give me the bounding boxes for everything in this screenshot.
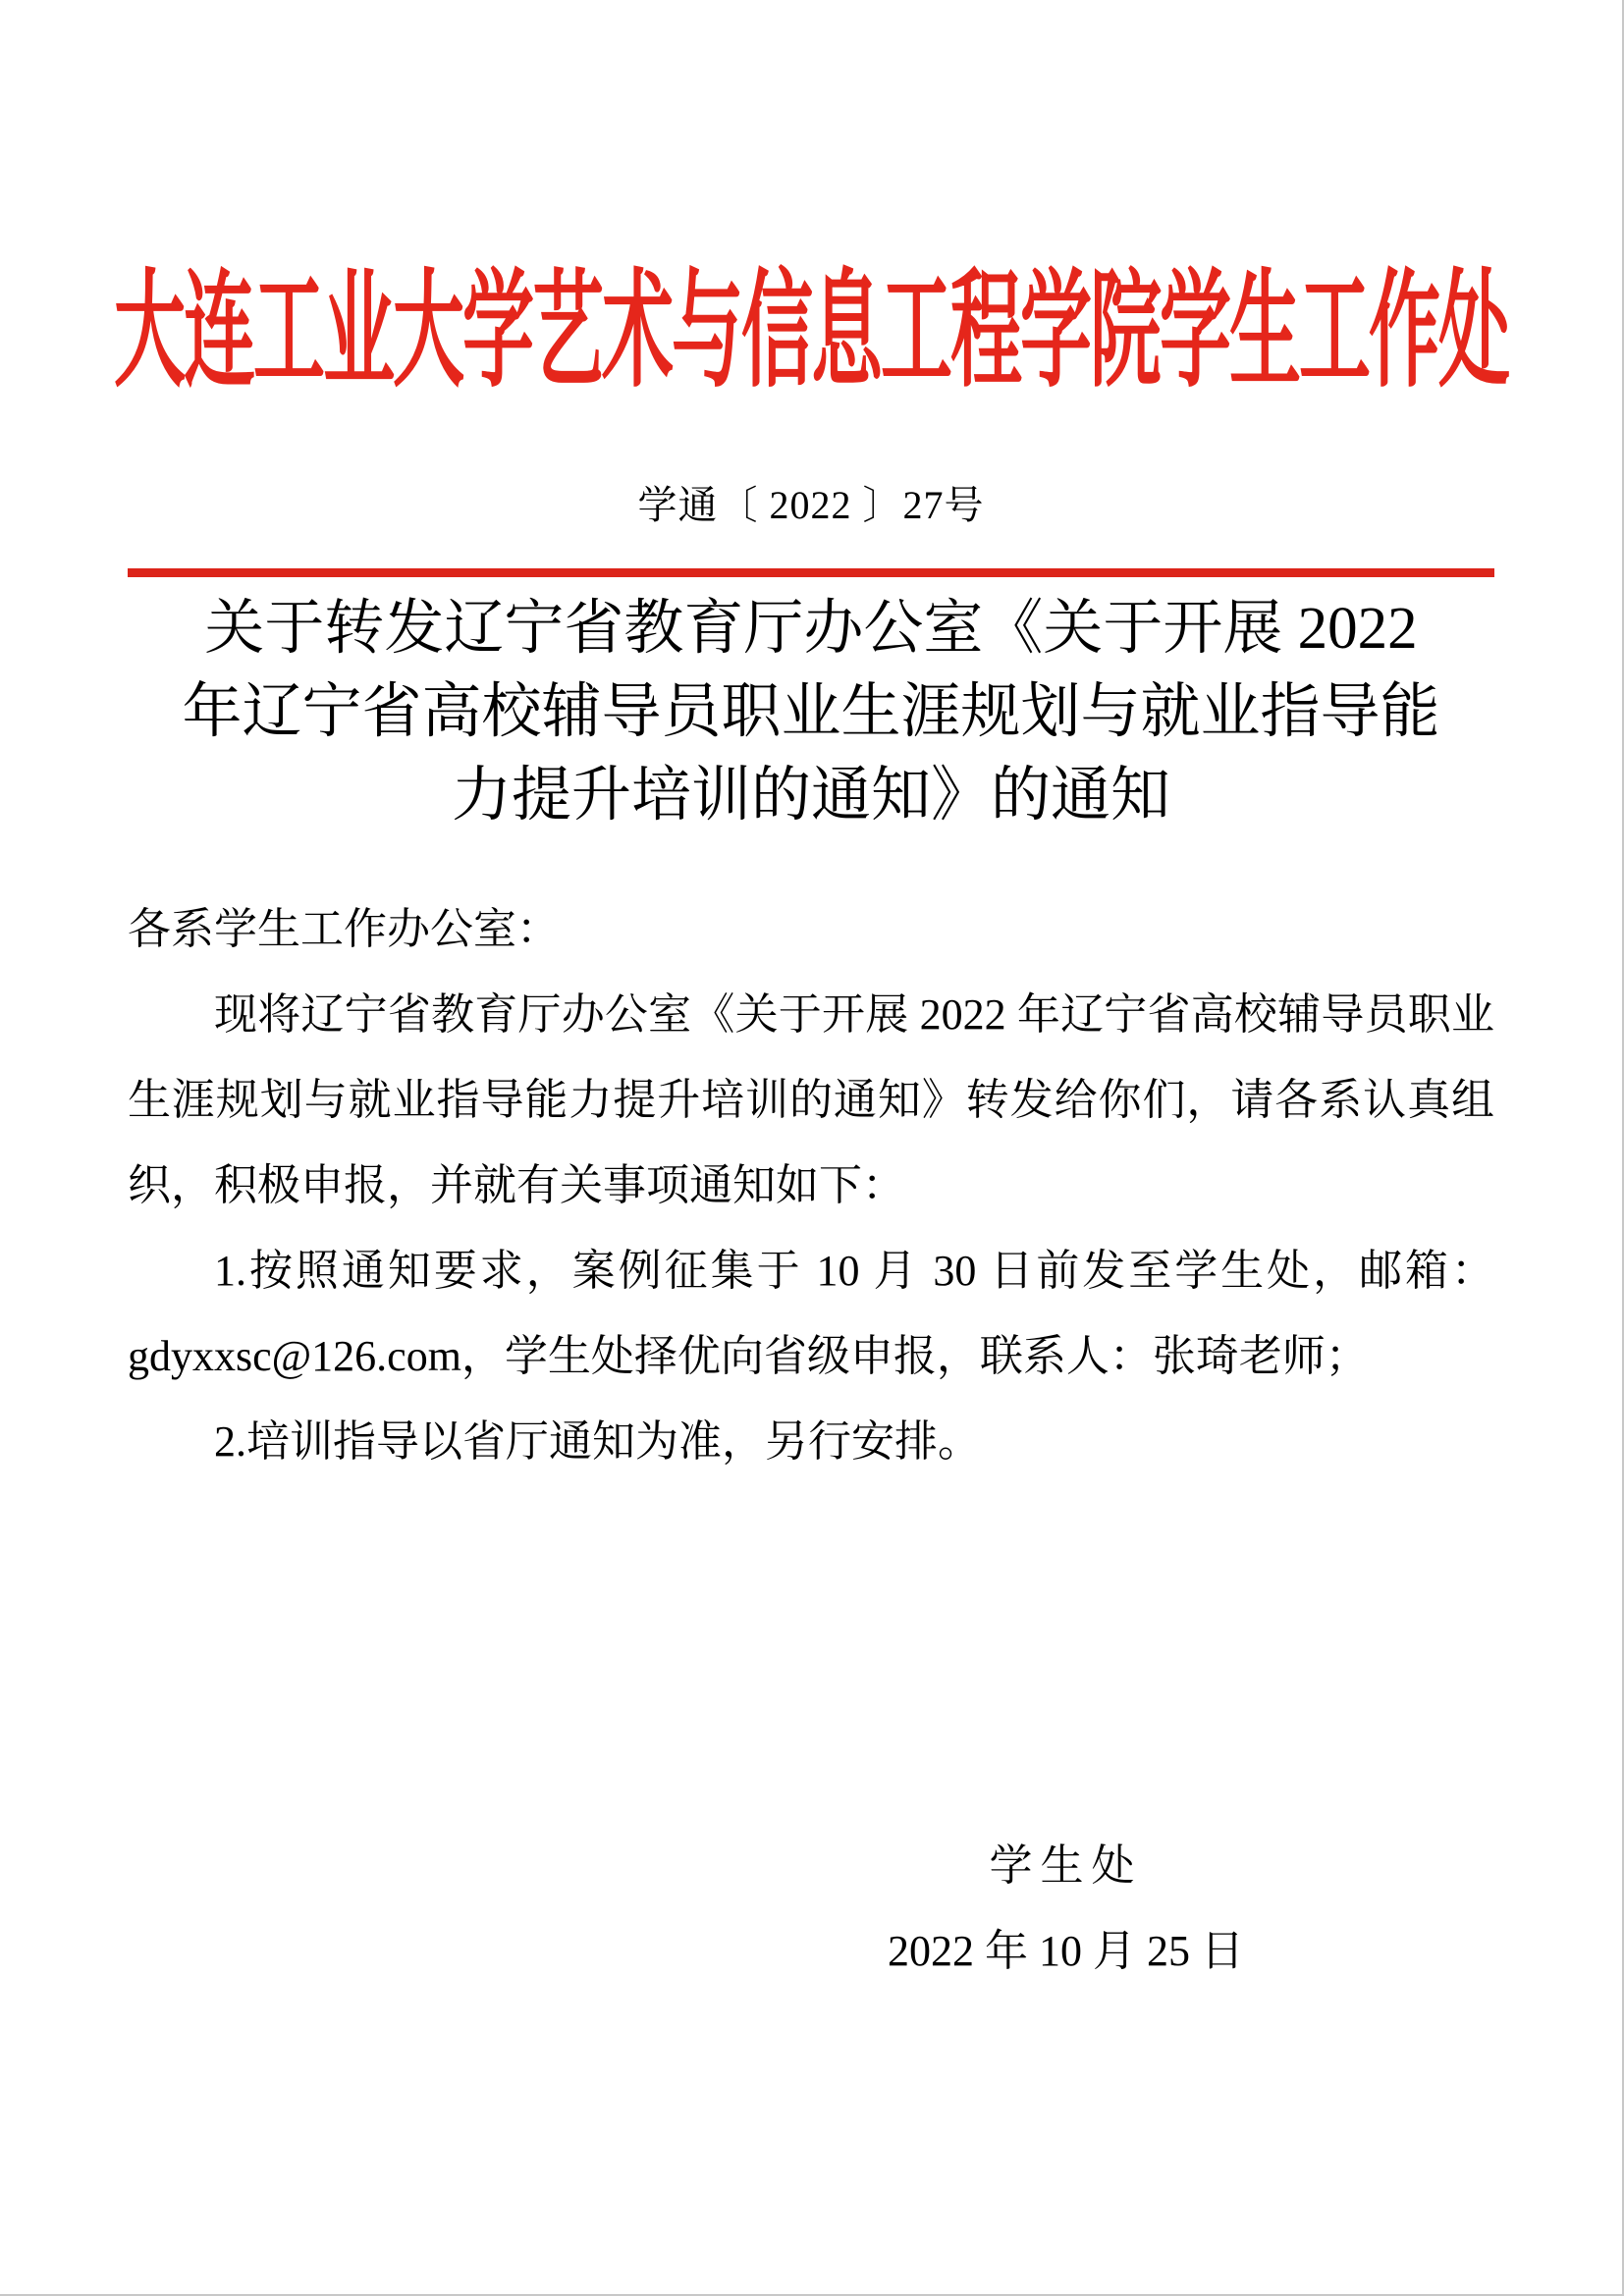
letterhead-title: 大连工业大学艺术与信息工程学院学生工作处	[114, 260, 1508, 402]
body-paragraph-2: 1.按照通知要求，案例征集于 10 月 30 日前发至学生处，邮箱：gdyxxsc@126.com，学生处择优向省级申报，联系人：张琦老师；	[128, 1247, 1494, 1380]
signature-date: 2022 年 10 月 25 日	[888, 1927, 1244, 1975]
salutation: 各系学生工作办公室：	[128, 905, 560, 953]
notice-title-line-2: 年辽宁省高校辅导员职业生涯规划与就业指导能	[182, 679, 1440, 745]
letterhead	[114, 245, 1508, 402]
signature-block	[888, 1823, 1244, 1994]
document-number: 学通〔 2022 〕27号	[637, 483, 985, 527]
notice-title-line-1: 关于转发辽宁省教育厅办公室《关于开展 2022	[204, 596, 1418, 662]
body-paragraph-1: 现将辽宁省教育厅办公室《关于开展 2022 年辽宁省高校辅导员职业生涯规划与就业指导能力提升培训的通知》转发给你们，请各系认真组织，积极申报，并就有关事项通知如下：	[128, 990, 1494, 1209]
notice-title-line-3: 力提升培训的通知》的通知	[451, 763, 1170, 828]
notice-body	[128, 886, 1494, 1484]
notice-title	[128, 587, 1494, 837]
body-paragraph-3: 2.培训指导以省厅通知为准，另行安排。	[214, 1417, 981, 1466]
red-divider-line	[128, 568, 1494, 577]
signature-department: 学生处	[989, 1842, 1143, 1890]
